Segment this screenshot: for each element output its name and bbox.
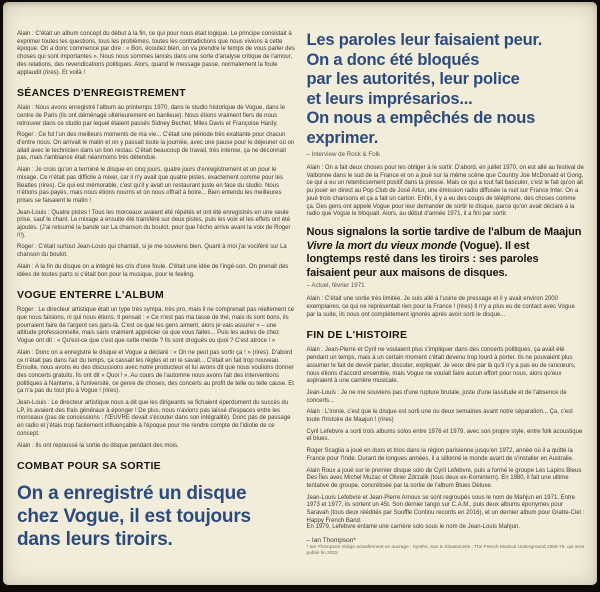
pull-quote-line: et leurs imprésarios... bbox=[306, 89, 473, 108]
paragraph: Alain : A la fin du disque on a intégré les cris d'une foule. C'était une idée de l'ingé-son. On prenait des idées de toutes parts si c'était bon pour la musique, pour le feeling. bbox=[17, 263, 289, 278]
paragraph: Alain : Je crois qu'on a terminé le disque en cinq jours, quatre jours d'enregistrement et un pour le mixage. Ce n'était pas difficile à mixer, car il n'y avait que quatre pistes, exactement comme pour les Beatles (rires). Ce qui est mémorable, c'est qu'il y avait un restaurant juste en face du studio. Nous n'étions pas payés, mais nous étions nourris et on nous offrait à boire... Bien entendu les meilleures prises se faisaient le matin ! bbox=[17, 167, 283, 204]
paragraph: Cyril Lefebvre a sorti trois albums solos entre 1976 et 1979, avec son propre style, entre folk acoustique et blues. bbox=[306, 428, 583, 443]
paragraph: Alain : Nous avons enregistré l'album au printemps 1970, dans le studio historique de Vogue, dans le centre de Paris (ils ont déménagé ultérieurement en banlieue). Nous étions vraiment fiers de nous retrouver dans ce studio par lequel étaient passés Sidney Bechet, Miles Davis et Françoise Hardy. bbox=[17, 105, 285, 127]
pull-quote-line: Les paroles leur faisaient peur. bbox=[306, 31, 543, 49]
callout-text: (Vogue). Il est longtemps resté dans les tiroirs : ses paroles faisaient peur aux maisons de disques. bbox=[306, 239, 539, 279]
paragraph: Roger : Le directeur artistique était un type très sympa, très pro, mais il ne comprenait pas réellement ce que nous faisions, ni qui nous étions. Il pensait : « Ce n'est pas ma tasse de thé, mais ils sont bons, ils pourraient faire de l'argent ces gars-là. C'est ce que les gens aiment, alors je vais assurer » – une attitude professionnelle, mais sans vraiment apprécier ce que vous faites... Puis les autres de chez Vogue ont dit : « Qu'est-ce que c'est que cette merde ? Ils sont drogués ou quoi ? C'est atroce ! » bbox=[17, 307, 295, 345]
paragraph: Roger Scaglia a joué en duos et trios dans la région parisienne jusqu'en 1972, année où il a quitté la France pour l'Inde. Durant de longues années, il a sillonné le monde avant de s'installer en Australie. bbox=[306, 448, 574, 462]
paragraph: Alain Roux a joué sur le premier disque solo de Cyril Lefebvre, puis a formé le groupe Les Lapins Bleus Des Îles avec Michel Muzac et Olivier Zdrzalik (tous deux ex-Komintern). En 1980, il fait une ultime tentative de groupe, concrétisée par la sortie de l'album Blues Deluxe. bbox=[306, 467, 582, 489]
paragraph: En 1979, Lefebvre entame une carrière solo sous le nom de Jean-Louis Mahjun. bbox=[306, 524, 520, 531]
right-column bbox=[307, 31, 586, 557]
pull-quote-left bbox=[17, 482, 296, 551]
section-heading-fin: FIN DE L'HISTOIRE bbox=[306, 329, 408, 342]
section-heading-seances: SÉANCES D'ENREGISTREMENT bbox=[17, 87, 186, 100]
paragraph: Roger : Ce fut l'un des meilleurs moments de ma vie... C'était une période très exaltante pour chacun d'entre nous. On arrivait le matin et on y passait toute la journée, avec une pause pour le déjeuner où on allait avec le technicien dans un bon restau. C'était beaucoup de travail, très intense, ça ne déconnait pas, mais l'ambiance était néanmoins très détendue. bbox=[17, 132, 295, 162]
callout-text: Nous signalons la sortie tardive de l'album de Maajun bbox=[306, 225, 582, 238]
signature: – Ian Thompson* bbox=[306, 537, 356, 545]
pull-quote-line: chez Vogue, il est toujours bbox=[17, 506, 251, 528]
callout-attribution: – Actuel, février 1971 bbox=[306, 282, 365, 290]
pull-quote-right bbox=[307, 31, 586, 148]
paragraph: Alain : Ils ont repoussé la sortie du disque pendant des mois. bbox=[17, 442, 179, 449]
pull-quote-line: On a enregistré un disque bbox=[17, 483, 247, 505]
pull-quote-line: dans leurs tiroirs. bbox=[17, 529, 173, 551]
paragraph: Jean-Louis Lefebvre et Jean-Pierre Arnoux se sont regroupés sous le nom de Mahjun en 1971. Entre 1973 et 1977, ils sortent un 45t. Son dernier tango sur C.A.M., puis deux albums éponymes pour Saravah (tous deux réédités par Souffle Continu records en 2016), et un dernier album pour Gratte-Ciel : Happy French Band. bbox=[306, 494, 585, 524]
pull-quote-line: exprimer. bbox=[306, 128, 379, 147]
paragraph: Roger : C'était surtout Jean-Louis qui chantait, si je me souviens bien. Quant à moi j'ai vociféré sur La chanson du boulot. bbox=[17, 244, 287, 259]
left-column bbox=[17, 31, 296, 557]
paragraph: Alain : Jean-Pierre et Cyril ne voulaient plus s'impliquer dans des concerts politiques, ça avait été pendant un temps, mais à un certain moment c'était devenu trop lourd à porter. Ils ne pouvaient plus assumer le fait de devoir parler, discuter, expliquer. Je veux dire par là qu'il n'y a pas eu de rancœurs, nous étions d'accord ensemble, mais Vogue ne voulait faire aucun effort pour nous, alors qu'eux aspiraient à une carrière musicale. bbox=[306, 347, 576, 385]
paragraph: Alain : L'ironie, c'est que le disque est sorti une ou deux semaines avant notre séparation... Ça, c'est toute l'histoire de Maajun ! (rires) bbox=[306, 409, 573, 424]
section-heading-vogue-enterre: VOGUE ENTERRE L'ALBUM bbox=[17, 289, 165, 302]
pull-quote-line: par les autorités, leur police bbox=[306, 70, 520, 88]
callout-maajun bbox=[307, 226, 586, 280]
pull-quote-line: On nous a empêchés de nous bbox=[306, 109, 536, 127]
paragraph: Jean-Louis : Quatre pistes ! Tous les morceaux avaient été répétés et ont été enregistrés en une seule prise, sauf le chant. Le mixage a ensuite été transféré sur deux pistes, puis les voix et les effets ont été ajoutés. (J'ai retourné la bande sur La chanson du boulot, pour que l'écho arrive avant la voix de Roger !!!). bbox=[17, 209, 291, 239]
pull-quote-line: On a donc été bloqués bbox=[306, 50, 480, 69]
footnote: * Ian Thompson rédige actuellement un ouvrage : Synths, Sax & Situationists : The French Musical Underground 1968-78, qui sera publié fin 2022. bbox=[306, 545, 585, 557]
paragraph: Alain : Donc on a enregistré le disque et Vogue a déclaré : « On ne peut pas sortir ça ! » (rires). D'abord ce n'était pas dans l'air du temps, ça cassait les règles et on le savait... C'était en fait trop nouveau. Ensuite, nous avons eu des discussions avec notre producteur et lui avons dit que nous voulions donner des concerts gratuits. Ils ont dit « Quoi ! ». Au cours de l'automne nous avons fait des interventions politiques à Nanterre, à l'université, ce genre de choses, des concerts au profit de telle ou telle cause. Et ça n'a pas du tout plu à Vogue ! (rires). bbox=[17, 349, 294, 395]
paragraph: Alain : On a fait deux choses pour les obliger à le sortir. D'abord, en juillet 1970, on est allé au festival de Valbonne dans le sud de la France et on a joué sur la même scène que Country Joe McDonald et Gong, ce qui a eu un retentissement positif dans la presse. Mais ce qui a tout fait basculer, c'est le fait qu'on ait pu jouer en direct au Pop Club de José Artur, une émission radio diffusée la nuit sur France Inter. On a joué trois chansons et ça a fait un carton. Enfin, il y a eu des coups de téléphone, des choses comme ça. Des gens ont appelé Vogue pour leur demander de sortir le disque, parce qu'on avait déclaré à la radio que Vogue le bloquait. Alors, au début d'année 1971, il a fini par sortir. bbox=[306, 165, 584, 218]
paragraph: Jean-Louis : Je ne me souviens pas d'une rupture brutale, juste d'une lassitude et de l'absence de concerts... bbox=[306, 389, 567, 404]
liner-notes-page bbox=[3, 2, 597, 585]
section-heading-combat: COMBAT POUR SA SORTIE bbox=[17, 460, 161, 473]
intro-paragraph: Alain : C'était un album concept du début à la fin, ce qui pour nous était logique. Le principe consistait à exprimer toutes les questions, tous les problèmes, toutes les contradictions que nous vivions à cette époque. On a donc commencé par dire : « Bon, écoutez bien, on va prendre le temps de vous parler des choses qui sont importantes ». Nous nous sommes lancés dans une sorte d'analyse critique de l'amour, des relations, des revendications politiques. Alors, quand le message passe, normalement la foule applaudit (rires). Et voilà ! bbox=[17, 31, 295, 76]
callout-album-title: Vivre la mort du vieux monde bbox=[306, 239, 457, 252]
paragraph: Alain : C'était une sortie très limitée. Je suis allé à l'usine de pressage et il y avait environ 2000 exemplaires, ce qui ne représentait rien pour la France ! (rires) Il n'y a plus eu de contact avec Vogue par la suite, ils nous ont complètement ignorés après avoir sorti le disque... bbox=[306, 296, 575, 318]
quote-attribution: – Interview de Rock & Folk bbox=[306, 151, 381, 158]
paragraph: Jean-Louis : Le directeur artistique nous a dit que les dirigeants se fichaient éperdument du succès du LP, ils avaient des frais généraux à éponger ! De plus, nous n'avions pas laissé d'espaces entre les morceaux (pas de concessions : l'ŒUVRE devait s'écouter dans son intégralité). Donc pas de passage en radio et j'étais trop facilement influençable à l'époque pour me rendre compte de l'idiotie de ce concept. bbox=[17, 400, 291, 437]
two-column-layout bbox=[3, 2, 597, 557]
